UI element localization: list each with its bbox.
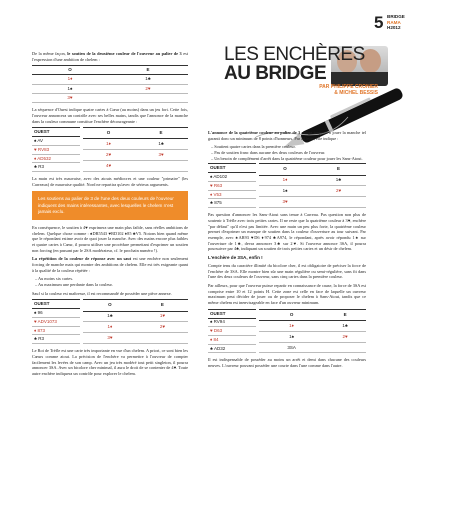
right-p3: Compte tenu du caractère illimité du bicolore cher, il est obligatoire de préciser la force de l'enchère de 3SA. Elle montre bien sûr une main régulière ou semi-régulière, sans fit dans l'une des deux couleurs de l'ouvreur, sans cinq cartes dans la première couleur. bbox=[208, 262, 366, 280]
west-hand-1: OUEST ♠ AV ♥ RV83 ♦ AD532 ♣ R3 bbox=[32, 127, 80, 172]
right-p5: Il est indispensable de posséder au moins un arrêt et demi dans chacune des couleurs neuves. L'ouvreur pouvant posséder une courte dans l'une comme dans l'autre. bbox=[208, 357, 366, 369]
right-column bbox=[208, 130, 366, 372]
right-bullet-1: – Soutient quatre cartes dans la première couleur. bbox=[211, 144, 296, 150]
left-p5: La répétition de la couleur de réponse avec un saut est une enchère non seulement forcing de manche mais qui montre des ambitions de chelem. Elle est très exigeante quant à la qualité de la couleur répétée : bbox=[32, 256, 189, 273]
west-hand-3: OUEST ♠ AD102 ♥ R63 ♦ V53 ♣ 875 bbox=[208, 163, 256, 208]
right-bullet-2: – Pas de soutien franc dans aucune des deux couleurs de l'ouvreur. bbox=[211, 150, 326, 156]
brand-name bbox=[387, 14, 405, 31]
brand-line1: BRIDGE bbox=[387, 14, 405, 19]
bidding-table-2: O E 1♦ 1♣ 2♥ 3♥ 4♥ bbox=[83, 127, 188, 172]
hand-block-1 bbox=[32, 127, 188, 172]
byline-line2: & MICHEL BESSIS bbox=[334, 90, 378, 97]
left-p7: Le Roi de Trèfle est une carte très importante en vue d'un chelem. A priori, ce sont bien les Cœurs comme atout. La précision de l'enchère va permettre à l'ouvreur de compter facilement les levées de son camp. Avec un jeu très modéré tout petit singleton, il pourra annoncer 3SA. Avec un bicolore cher minimal, il aura le droit de se contenter de 4♥. Toute autre enchère indiquera un contrôle pour explorer le chelem. bbox=[32, 348, 188, 376]
west-hand-2: OUEST ♠ 96 ♥ ADV1073 ♦ 873 ♣ R3 bbox=[32, 299, 80, 344]
left-column bbox=[32, 51, 188, 380]
bidding-table-4: O E 1♦ 1♣ 1♠ 2♥ 3♥ bbox=[259, 163, 366, 208]
highlight-callout: Les soutiens au palier de 3 de l'une des deux couleurs de l'ouvreur indiquent des mains intéressantes, avec lesquelles le chelem n'est jamais exclu. bbox=[32, 191, 188, 220]
bidding-table-1: O E 1♦ 1♣ 1♠ 2♥ 3♥ bbox=[32, 65, 188, 103]
brand-line2: RAMA bbox=[387, 19, 401, 25]
brand-line3: H2012 bbox=[387, 25, 401, 30]
left-p1: De la même façon, le soutien de la deuxième couleur de l'ouvreur au palier de 3 est l'expression d'une ambition de chelem : bbox=[32, 51, 188, 62]
left-p6: Sauf si la couleur est maîtresse, il est recommandé de posséder une pièce annexe. bbox=[32, 290, 172, 296]
hand-block-4 bbox=[208, 309, 366, 354]
section-title-3sa: L'enchère de 3SA, enfin ! bbox=[208, 254, 263, 260]
left-p3: La main est très mauvaise, avec des atouts médiocres et une couleur "primaire" (les Carreaux) de mauvaise qualité. Nord ne repartira qu'avec de sérieux arguments. bbox=[32, 176, 188, 187]
issue-number: 5 bbox=[374, 13, 384, 32]
right-p2: Pas question d'annoncer les Sans-Atout sans tenue à Carreau. Pas question non plus de soutenir à Trèfle avec trois petites cartes. Il ne reste que la quatrième couleur à 3♥, enchère "par défaut" qu'il n'est pas limitée. Avec une main un peu plus forte, la quatrième couleur permet d'exprimer un manque de soutien dans la couleur d'ouverture au tour suivant. Par exemple, avec ♠AR93 ♥D6 ♦974 ♣A974, le répondant, après avoir répondu 1♠ sur l'ouverture de 1♣, devra annoncer 3♣ sur 2♥. Si l'ouvreur annonce 3SA, il pourra poursuivre par 4♣, indiquant un soutien de trois petites cartes et un désir de chelem. bbox=[208, 212, 366, 252]
left-bullet-1: – Au moins six cartes. bbox=[35, 276, 74, 282]
left-p4: En conséquence, le soutien à 4♥ exprimera une main plus faible, sans réelles ambitions de chelem. Quelque chose comme : ♠DR5543 ♥RD102 ♦85 ♣V5. Notons bien quand même que le répondant estime avoir de quoi jouer la manche. Avec des mains encore plus faibles et quatre cartes à Cœur, il pourra utiliser une procédure permettant d'exprimer un soutien non forcing (en passant par le 2SA modérateur, cf. le prochain numéro !). bbox=[32, 224, 188, 253]
title-line1: LES ENCHÈRES bbox=[224, 44, 365, 65]
bidding-table-5: O E 1♦ 1♣ 1♠ 2♥ 3SA bbox=[259, 309, 366, 354]
right-bullet-3: – Un besoin de complément d'arrêt dans la quatrième couleur pour jouer les Sans-Atout. bbox=[211, 155, 363, 161]
bidding-table-3: O E 1♣ 1♥ 1♦ 2♥ 3♥ bbox=[83, 299, 188, 344]
west-hand-4: OUEST ♠ RV94 ♥ D63 ♦ 84 ♣ AD32 bbox=[208, 309, 256, 354]
right-p4: Par ailleurs, pour que l'ouvreur puisse repartir en connaissance de cause, la force de 3SA est comprise entre 10 et 12 points H. Cette zone est celle en face de laquelle un ouvreur maximum peut décider de jouer ou de proposer le chelem à Sans-Atout, tandis que ce même chelem est inenvisageable en face d'un ouvreur minimum. bbox=[208, 282, 366, 305]
left-bullet-2: – Au maximum une perdante dans la couleur. bbox=[35, 282, 113, 287]
left-p2: La séquence d'Ouest indique quatre cartes à Cœur (au moins) dans un jeu fort. Cette fois, l'ouvreur annoncera un contrôle avec ses belles mains, tandis que l'annonce de la manche dans la couleur commune constitue l'enchère décourageante : bbox=[32, 107, 188, 124]
title-line2: AU BRIDGE bbox=[224, 62, 327, 84]
right-p1: L'annonce de la quatrième couleur au palier de 3 oblige toujours à jouer la manche tel garanti donc un minimum de 8 points d'honneurs. Par ailleurs, elle indique : bbox=[208, 130, 366, 141]
byline-line1: PAR PHILIPPE CRONIER bbox=[319, 84, 378, 90]
hand-block-3 bbox=[208, 163, 366, 208]
hand-block-2 bbox=[32, 299, 188, 344]
